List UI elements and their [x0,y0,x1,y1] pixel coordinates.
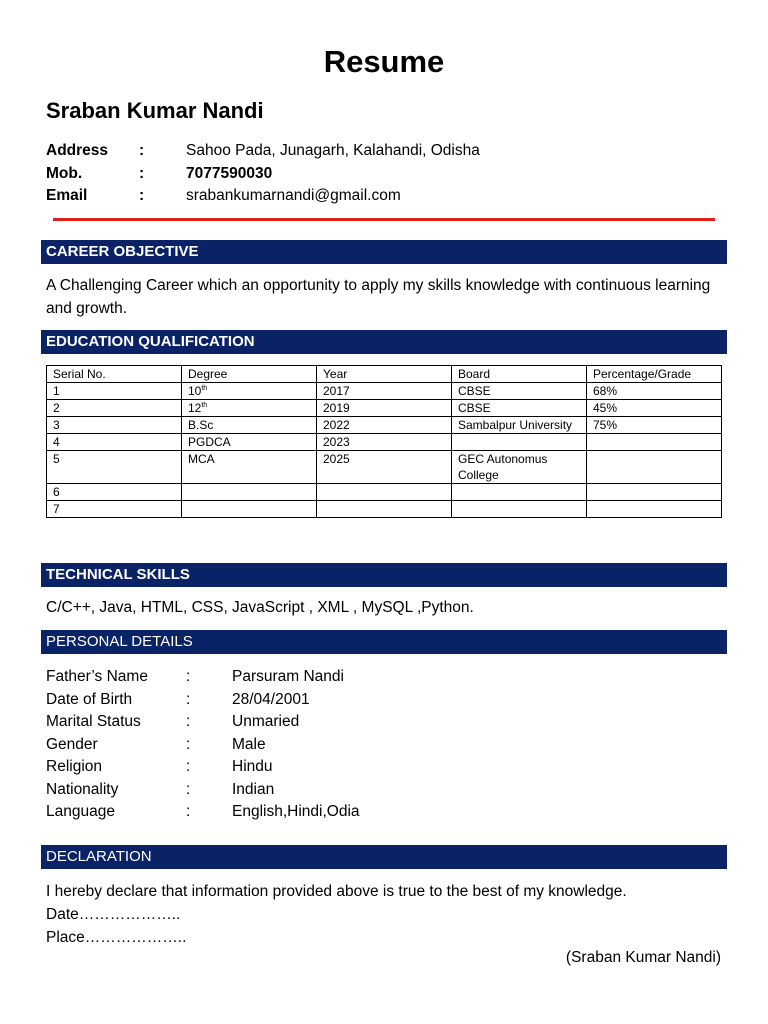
detail-value: Unmaried [232,713,300,730]
detail-label: Father’s Name [46,668,148,685]
personal-detail-row [46,801,360,824]
table-cell: 1 [47,383,182,400]
table-cell [182,501,317,518]
detail-label: Language [46,803,115,820]
detail-label: Date of Birth [46,690,133,708]
table-cell: 68% [587,383,722,400]
detail-separator: : [186,780,191,798]
detail-value: English,Hindi,Odia [232,803,360,820]
table-cell [587,434,722,451]
table-row [47,383,722,400]
detail-value: Indian [232,780,275,798]
detail-label: Religion [46,758,103,775]
detail-value: 28/04/2001 [232,690,310,708]
table-cell [587,451,722,484]
table-cell: 5 [47,451,182,484]
table-row [47,417,722,434]
table-cell: 2025 [317,451,452,484]
detail-label: Marital Status [46,713,141,730]
table-cell [452,484,587,501]
table-cell: 2017 [317,383,452,400]
table-cell: 3 [47,417,182,434]
detail-separator: : [186,758,191,775]
declaration-text: I hereby declare that information provided above is true to the best of my knowledge. [46,883,627,900]
table-row [47,501,722,518]
table-cell [317,501,452,518]
table-cell: MCA [182,451,317,484]
detail-value: Parsuram Nandi [232,668,344,685]
contact-separator: : [139,187,145,204]
signature-name: (Sraban Kumar Nandi) [565,949,721,966]
detail-label: Gender [46,735,98,753]
table-cell: PGDCA [182,434,317,451]
table-cell: 45% [587,400,722,417]
contact-value: 7077590030 [186,164,273,182]
contact-address [46,140,480,163]
table-header-cell: Percentage/Grade [587,366,722,383]
table-row [47,451,722,484]
declaration-date: Date……………….. [46,906,181,923]
detail-value: Male [232,735,266,753]
detail-separator: : [186,690,191,708]
table-header-cell: Degree [182,366,317,383]
career-objective-text: A Challenging Career which an opportunity to apply my skills knowledge with continuous learning and growth. [46,277,711,317]
table-cell [317,484,452,501]
contact-email [46,185,480,208]
ordinal-suffix: th [201,385,208,392]
detail-separator: : [186,668,191,685]
table-cell: 75% [587,417,722,434]
table-cell [182,484,317,501]
contact-separator: : [139,142,145,159]
table-cell: 2023 [317,434,452,451]
table-cell: 6 [47,484,182,501]
personal-detail-row [46,779,360,802]
table-cell [452,501,587,518]
table-cell: B.Sc [182,417,317,434]
table-cell [452,434,587,451]
section-header-technical-skills: TECHNICAL SKILLS [41,563,727,587]
table-cell: Sambalpur University [452,417,587,434]
contact-label: Mob. [46,164,83,182]
contact-mobile [46,163,480,186]
detail-separator: : [186,735,191,753]
table-cell: 2022 [317,417,452,434]
detail-label: Nationality [46,780,119,798]
declaration-place: Place……………….. [46,929,187,946]
contact-label: Address [46,142,109,159]
personal-detail-row [46,711,360,734]
section-header-personal-details: PERSONAL DETAILS [41,630,727,654]
table-header-cell: Year [317,366,452,383]
table-header-cell: Board [452,366,587,383]
detail-separator: : [186,803,191,820]
contact-separator: : [139,164,145,182]
contact-label: Email [46,187,88,204]
section-header-career-objective: CAREER OBJECTIVE [41,240,727,264]
personal-detail-row [46,756,360,779]
table-cell [587,501,722,518]
personal-detail-row [46,689,360,712]
ordinal-suffix: th [201,402,208,409]
table-cell: CBSE [452,400,587,417]
degree-text: 12 [188,401,202,415]
contact-block [46,140,480,208]
table-cell: 4 [47,434,182,451]
degree-text: 10 [188,384,202,398]
candidate-name: Sraban Kumar Nandi [46,98,264,123]
table-row [47,434,722,451]
section-header-education: EDUCATION QUALIFICATION [41,330,727,354]
personal-detail-row [46,734,360,757]
divider-rule [53,218,715,221]
table-cell: 7 [47,501,182,518]
personal-details-block [46,666,360,824]
table-cell [587,484,722,501]
contact-value: srabankumarnandi@gmail.com [186,187,401,204]
table-header-cell: Serial No. [47,366,182,383]
table-cell: CBSE [452,383,587,400]
education-table [46,365,722,518]
personal-detail-row [46,666,360,689]
table-cell [182,400,317,417]
document-title: Resume [323,44,445,79]
table-cell: GEC Autonomus College [452,451,587,484]
contact-value: Sahoo Pada, Junagarh, Kalahandi, Odisha [186,142,480,159]
technical-skills-text: C/C++, Java, HTML, CSS, JavaScript , XML , MySQL ,Python. [46,599,474,616]
section-header-declaration: DECLARATION [41,845,727,869]
table-row [47,484,722,501]
table-row [47,400,722,417]
table-cell: 2019 [317,400,452,417]
detail-separator: : [186,713,191,730]
table-cell: 2 [47,400,182,417]
detail-value: Hindu [232,758,273,775]
table-cell [182,383,317,400]
table-header-row [47,366,722,383]
